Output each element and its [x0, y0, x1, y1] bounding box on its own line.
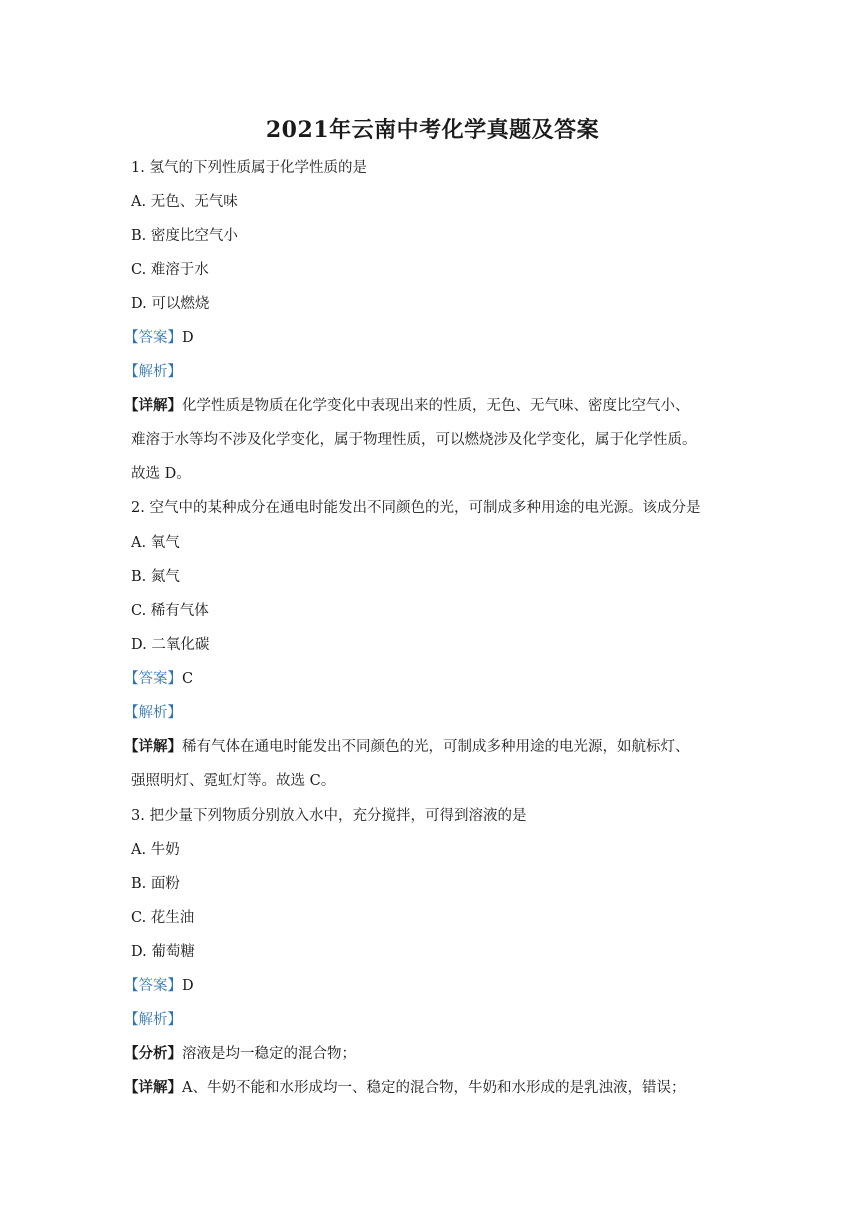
question-1-stem: 1. 氢气的下列性质属于化学性质的是 — [131, 160, 367, 176]
question-2-detail-line-2: 强照明灯、霓虹灯等。故选 C。 — [131, 773, 336, 789]
question-2-option-d: D. 二氧化碳 — [131, 637, 210, 653]
question-2-stem: 2. 空气中的某种成分在通电时能发出不同颜色的光，可制成多种用途的电光源。该成分是 — [131, 500, 701, 516]
answer-tag: 【答案】 — [124, 671, 182, 687]
question-1-detail-line-3: 故选 D。 — [131, 466, 191, 482]
answer-tag: 【答案】 — [124, 330, 182, 346]
question-3-answer — [124, 976, 194, 996]
question-3-analysis-tag: 【解析】 — [124, 1012, 182, 1028]
detail-tag: 【详解】 — [124, 738, 182, 755]
question-1-option-c: C. 难溶于水 — [131, 262, 209, 278]
answer-value: D — [182, 330, 194, 346]
analysis-note-tag: 【分析】 — [124, 1045, 182, 1062]
detail-text: 稀有气体在通电时能发出不同颜色的光，可制成多种用途的电光源，如航标灯、 — [182, 739, 690, 755]
detail-text: 化学性质是物质在化学变化中表现出来的性质，无色、无气味、密度比空气小、 — [182, 398, 690, 414]
question-3-detail-line-1 — [124, 1078, 685, 1098]
question-2-detail-line-1 — [124, 737, 690, 757]
question-1-detail-line-1 — [124, 396, 690, 416]
question-3-analysis-note — [124, 1044, 356, 1064]
question-1-detail-line-2: 难溶于水等均不涉及化学变化，属于物理性质，可以燃烧涉及化学变化，属于化学性质。 — [131, 432, 697, 448]
question-3-option-c: C. 花生油 — [131, 910, 195, 926]
detail-tag: 【详解】 — [124, 397, 182, 414]
question-1-option-d: D. 可以燃烧 — [131, 296, 210, 312]
answer-value: C — [182, 671, 194, 687]
question-2-analysis-tag: 【解析】 — [124, 705, 182, 721]
question-2-option-a: A. 氧气 — [131, 535, 180, 551]
question-2-option-b: B. 氮气 — [131, 569, 180, 585]
detail-tag: 【详解】 — [124, 1079, 182, 1096]
question-1-option-a: A. 无色、无气味 — [131, 194, 238, 210]
question-1-answer — [124, 328, 194, 348]
question-2-option-c: C. 稀有气体 — [131, 603, 209, 619]
question-1-analysis-tag: 【解析】 — [124, 364, 182, 380]
answer-value: D — [182, 978, 194, 994]
document-title: 2021年云南中考化学真题及答案 — [265, 117, 600, 143]
question-2-answer — [124, 669, 193, 689]
detail-text: A、牛奶不能和水形成均一、稳定的混合物，牛奶和水形成的是乳浊液，错误； — [182, 1080, 686, 1096]
question-3-option-a: A. 牛奶 — [131, 842, 180, 858]
answer-tag: 【答案】 — [124, 978, 182, 994]
question-1-option-b: B. 密度比空气小 — [131, 228, 238, 244]
question-3-option-d: D. 葡萄糖 — [131, 944, 195, 960]
question-3-stem: 3. 把少量下列物质分别放入水中，充分搅拌，可得到溶液的是 — [131, 808, 527, 824]
analysis-note-text: 溶液是均一稳定的混合物； — [182, 1046, 356, 1062]
question-3-option-b: B. 面粉 — [131, 876, 180, 892]
